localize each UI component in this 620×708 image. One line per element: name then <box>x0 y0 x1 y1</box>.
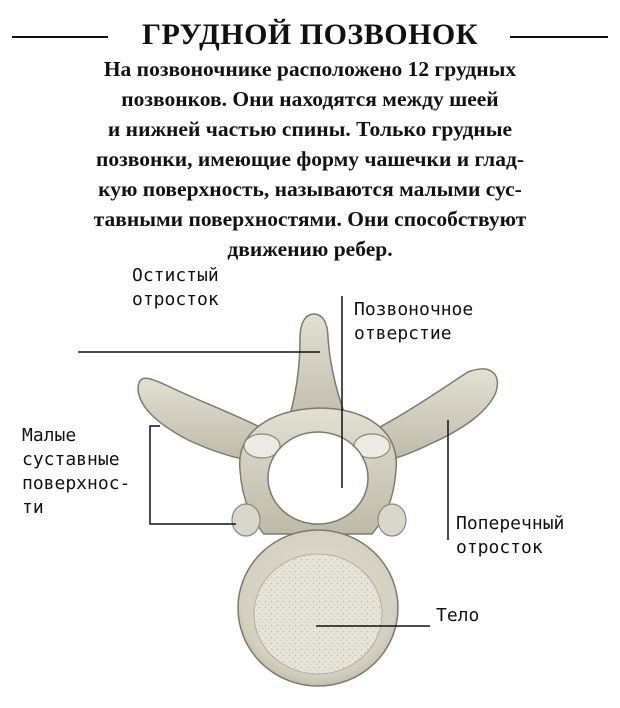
label-line: суставные <box>22 449 120 470</box>
intro-line: На позвоночнике расположено 12 грудных <box>103 57 517 81</box>
articular-facet-lower-left <box>232 504 260 536</box>
label-articular-facets <box>22 424 130 520</box>
label-line: отросток <box>456 537 543 558</box>
intro-line: позвонков. Они находятся между шеей <box>121 87 499 111</box>
label-spinous-process <box>132 264 219 312</box>
label-transverse-process <box>456 512 564 560</box>
intro-line: тавными поверхностями. Они способствуют <box>93 207 527 231</box>
label-line: Поперечный <box>456 513 565 534</box>
label-line: поверхнос- <box>22 473 131 494</box>
articular-facet-lower-right <box>378 504 406 536</box>
label-vertebral-foramen <box>354 298 473 346</box>
vertebral-foramen <box>268 432 368 524</box>
transverse-process-right <box>378 369 497 462</box>
label-line: Малые <box>22 425 77 446</box>
label-line: Остистый <box>132 265 219 286</box>
page-title: ГРУДНОЙ ПОЗВОНОК <box>141 18 479 51</box>
label-line: Тело <box>436 605 480 626</box>
intro-line: движению ребер. <box>227 237 393 261</box>
label-line: отросток <box>132 289 219 310</box>
label-line: отверстие <box>354 323 452 344</box>
vertebral-body-spongy-surface <box>254 554 382 674</box>
label-vertebral-body <box>436 604 479 628</box>
label-line: Позвоночное <box>354 299 474 320</box>
intro-line: позвонки, имеющие форму чашечки и глад- <box>96 147 524 171</box>
label-line: ти <box>22 497 44 518</box>
intro-line: и нижней частью спины. Только грудные <box>107 117 513 141</box>
intro-line: кую поверхность, называются малыми сус- <box>98 177 522 201</box>
